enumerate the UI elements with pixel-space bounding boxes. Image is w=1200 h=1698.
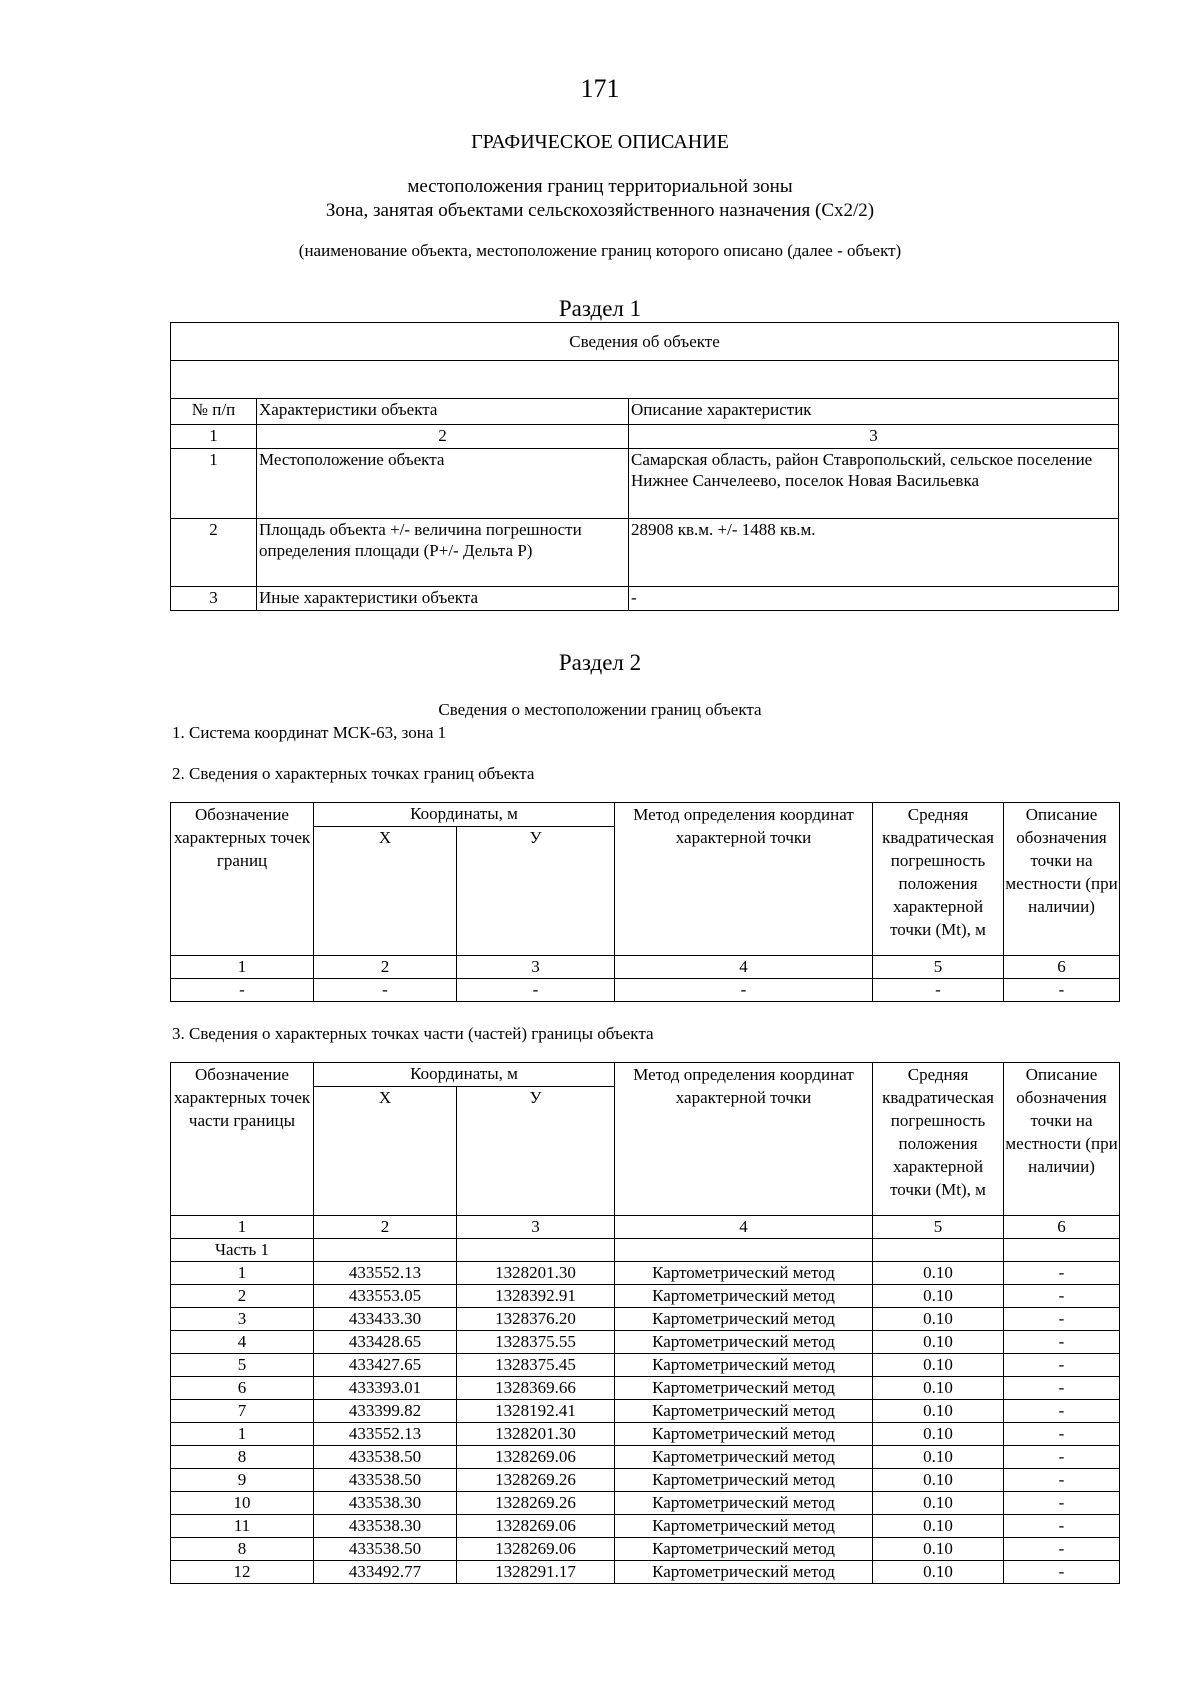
- cell-x: 433538.50: [314, 1538, 457, 1561]
- object-info-table: [170, 322, 1119, 611]
- row-desc: -: [629, 587, 1119, 611]
- cell-error: -: [873, 979, 1004, 1002]
- cell-method: Картометрический метод: [615, 1561, 873, 1584]
- col-header-x: X: [314, 827, 457, 956]
- part-points-body: [171, 1262, 1120, 1584]
- cell-y: -: [457, 979, 615, 1002]
- table-row: [171, 587, 1119, 611]
- cell-desc: -: [1004, 1423, 1120, 1446]
- boundary-points-table: [170, 802, 1120, 1002]
- cell-desc: -: [1004, 1446, 1120, 1469]
- cell-y: 1328269.06: [457, 1515, 615, 1538]
- page-number: 171: [580, 74, 620, 103]
- cell-method: Картометрический метод: [615, 1354, 873, 1377]
- cell-y: 1328375.55: [457, 1331, 615, 1354]
- table-row: [171, 1492, 1120, 1515]
- col-number: 2: [314, 956, 457, 979]
- cell-x: 433538.50: [314, 1446, 457, 1469]
- subtitle-line-1: местоположения границ территориальной зоны: [407, 176, 793, 197]
- row-desc: Самарская область, район Ставропольский, сельское поселение Нижнее Санчелеево, поселок Новая Васильевка: [629, 449, 1119, 519]
- row-name: Площадь объекта +/- величина погрешности определения площади (Р+/- Дельта Р): [257, 519, 629, 587]
- cell-desc: -: [1004, 1469, 1120, 1492]
- col-header-description: Описание характеристик: [629, 399, 1119, 425]
- part-points-table: [170, 1062, 1120, 1584]
- cell-error: 0.10: [873, 1538, 1004, 1561]
- col-header-point: Обозначение характерных точек границ: [171, 803, 314, 956]
- col-header-y: У: [457, 827, 615, 956]
- cell-error: 0.10: [873, 1354, 1004, 1377]
- row-desc: 28908 кв.м. +/- 1488 кв.м.: [629, 519, 1119, 587]
- table-row: [171, 519, 1119, 587]
- col-number: 5: [873, 1216, 1004, 1239]
- cell-method: Картометрический метод: [615, 1331, 873, 1354]
- coord-system: 1. Система координат МСК-63, зона 1: [172, 723, 447, 742]
- cell-method: Картометрический метод: [615, 1423, 873, 1446]
- col-header-point: Обозначение характерных точек части границы: [171, 1063, 314, 1216]
- table-row: [171, 1377, 1120, 1400]
- cell-error: 0.10: [873, 1515, 1004, 1538]
- points-heading: 2. Сведения о характерных точках границ объекта: [172, 764, 535, 783]
- col-header-error: Средняя квадратическая погрешность положения характерной точки (Mt), м: [873, 1063, 1004, 1216]
- row-num: 3: [171, 587, 257, 611]
- cell-error: 0.10: [873, 1331, 1004, 1354]
- section-2-heading: Раздел 2: [558, 650, 642, 675]
- cell-error: 0.10: [873, 1446, 1004, 1469]
- cell-method: Картометрический метод: [615, 1262, 873, 1285]
- cell-point: 3: [171, 1308, 314, 1331]
- cell-y: 1328201.30: [457, 1423, 615, 1446]
- cell-method: Картометрический метод: [615, 1308, 873, 1331]
- cell-desc: -: [1004, 1285, 1120, 1308]
- cell-method: Картометрический метод: [615, 1538, 873, 1561]
- table-row: [171, 1469, 1120, 1492]
- col-number: 3: [457, 1216, 615, 1239]
- cell-desc: -: [1004, 1262, 1120, 1285]
- cell-error: 0.10: [873, 1285, 1004, 1308]
- cell-y: 1328269.26: [457, 1492, 615, 1515]
- table-row: [171, 979, 1120, 1002]
- table-row: [171, 1515, 1120, 1538]
- row-num: 1: [171, 449, 257, 519]
- cell-point: -: [171, 979, 314, 1002]
- col-number: 4: [615, 1216, 873, 1239]
- table-row: [171, 1354, 1120, 1377]
- col-header-coords: Координаты, м: [314, 803, 615, 827]
- cell-error: 0.10: [873, 1492, 1004, 1515]
- cell-point: 1: [171, 1423, 314, 1446]
- cell-error: 0.10: [873, 1469, 1004, 1492]
- cell-desc: -: [1004, 1354, 1120, 1377]
- cell-y: 1328375.45: [457, 1354, 615, 1377]
- table-row: [171, 1331, 1120, 1354]
- cell-desc: -: [1004, 1538, 1120, 1561]
- cell-method: -: [615, 979, 873, 1002]
- col-header-coords: Координаты, м: [314, 1063, 615, 1087]
- parts-heading: 3. Сведения о характерных точках части (частей) границы объекта: [172, 1024, 654, 1043]
- cell-desc: -: [1004, 1377, 1120, 1400]
- cell-method: Картометрический метод: [615, 1285, 873, 1308]
- cell-x: 433492.77: [314, 1561, 457, 1584]
- cell-point: 12: [171, 1561, 314, 1584]
- cell-x: 433552.13: [314, 1423, 457, 1446]
- cell-y: 1328376.20: [457, 1308, 615, 1331]
- cell-x: 433393.01: [314, 1377, 457, 1400]
- part-label: Часть 1: [171, 1239, 314, 1262]
- row-name: Иные характеристики объекта: [257, 587, 629, 611]
- cell-method: Картометрический метод: [615, 1400, 873, 1423]
- cell-y: 1328369.66: [457, 1377, 615, 1400]
- cell-x: 433538.30: [314, 1492, 457, 1515]
- row-name: Местоположение объекта: [257, 449, 629, 519]
- cell-point: 4: [171, 1331, 314, 1354]
- cell-error: 0.10: [873, 1308, 1004, 1331]
- cell-method: Картометрический метод: [615, 1492, 873, 1515]
- cell-x: -: [314, 979, 457, 1002]
- subtitle-line-2: Зона, занятая объектами сельскохозяйственного назначения (Сх2/2): [325, 200, 875, 221]
- cell-y: 1328291.17: [457, 1561, 615, 1584]
- cell-error: 0.10: [873, 1561, 1004, 1584]
- col-header-num: № п/п: [171, 399, 257, 425]
- col-header-characteristic: Характеристики объекта: [257, 399, 629, 425]
- col-number: 5: [873, 956, 1004, 979]
- cell-point: 8: [171, 1446, 314, 1469]
- table-row: [171, 1561, 1120, 1584]
- col-number: 4: [615, 956, 873, 979]
- col-number: 3: [457, 956, 615, 979]
- section-1-heading: Раздел 1: [558, 296, 642, 321]
- document-title: ГРАФИЧЕСКОЕ ОПИСАНИЕ: [471, 131, 729, 153]
- cell-y: 1328269.26: [457, 1469, 615, 1492]
- cell-point: 11: [171, 1515, 314, 1538]
- table-row: [171, 1262, 1120, 1285]
- cell-desc: -: [1004, 1515, 1120, 1538]
- table-row: [171, 1423, 1120, 1446]
- empty-row: [171, 361, 1119, 399]
- table-row: [171, 1400, 1120, 1423]
- cell-y: 1328269.06: [457, 1446, 615, 1469]
- cell-point: 6: [171, 1377, 314, 1400]
- cell-desc: -: [1004, 979, 1120, 1002]
- col-header-desc: Описание обозначения точки на местности (при наличии): [1004, 803, 1120, 956]
- col-header-method: Метод определения координат характерной точки: [615, 803, 873, 956]
- row-num: 2: [171, 519, 257, 587]
- table-row: [171, 1308, 1120, 1331]
- cell-error: 0.10: [873, 1262, 1004, 1285]
- cell-point: 8: [171, 1538, 314, 1561]
- cell-x: 433552.13: [314, 1262, 457, 1285]
- col-number: 1: [171, 956, 314, 979]
- cell-y: 1328201.30: [457, 1262, 615, 1285]
- cell-x: 433427.65: [314, 1354, 457, 1377]
- cell-x: 433433.30: [314, 1308, 457, 1331]
- col-header-error: Средняя квадратическая погрешность положения характерной точки (Mt), м: [873, 803, 1004, 956]
- section-2-subheading: Сведения о местоположении границ объекта: [438, 700, 762, 719]
- cell-error: 0.10: [873, 1423, 1004, 1446]
- cell-point: 1: [171, 1262, 314, 1285]
- cell-x: 433428.65: [314, 1331, 457, 1354]
- col-number: 2: [314, 1216, 457, 1239]
- table-row: [171, 1538, 1120, 1561]
- object-info-title: Сведения об объекте: [171, 323, 1119, 361]
- cell-desc: -: [1004, 1308, 1120, 1331]
- col-header-desc: Описание обозначения точки на местности (при наличии): [1004, 1063, 1120, 1216]
- col-number: 3: [629, 425, 1119, 449]
- col-header-method: Метод определения координат характерной точки: [615, 1063, 873, 1216]
- cell-error: 0.10: [873, 1400, 1004, 1423]
- cell-x: 433538.50: [314, 1469, 457, 1492]
- cell-y: 1328269.06: [457, 1538, 615, 1561]
- col-number: 1: [171, 425, 257, 449]
- cell-desc: -: [1004, 1492, 1120, 1515]
- cell-x: 433553.05: [314, 1285, 457, 1308]
- cell-point: 2: [171, 1285, 314, 1308]
- cell-point: 10: [171, 1492, 314, 1515]
- cell-y: 1328192.41: [457, 1400, 615, 1423]
- col-header-y: У: [457, 1087, 615, 1216]
- cell-method: Картометрический метод: [615, 1469, 873, 1492]
- cell-error: 0.10: [873, 1377, 1004, 1400]
- table-row: [171, 1285, 1120, 1308]
- col-number: 6: [1004, 956, 1120, 979]
- cell-point: 7: [171, 1400, 314, 1423]
- cell-y: 1328392.91: [457, 1285, 615, 1308]
- object-note: (наименование объекта, местоположение границ которого описано (далее - объект): [298, 241, 902, 260]
- table-row: [171, 1446, 1120, 1469]
- cell-desc: -: [1004, 1331, 1120, 1354]
- cell-method: Картометрический метод: [615, 1446, 873, 1469]
- cell-point: 5: [171, 1354, 314, 1377]
- cell-desc: -: [1004, 1561, 1120, 1584]
- col-number: 1: [171, 1216, 314, 1239]
- cell-point: 9: [171, 1469, 314, 1492]
- cell-x: 433399.82: [314, 1400, 457, 1423]
- col-number: 2: [257, 425, 629, 449]
- cell-method: Картометрический метод: [615, 1377, 873, 1400]
- table-row: [171, 449, 1119, 519]
- cell-method: Картометрический метод: [615, 1515, 873, 1538]
- cell-desc: -: [1004, 1400, 1120, 1423]
- col-number: 6: [1004, 1216, 1120, 1239]
- col-header-x: X: [314, 1087, 457, 1216]
- cell-x: 433538.30: [314, 1515, 457, 1538]
